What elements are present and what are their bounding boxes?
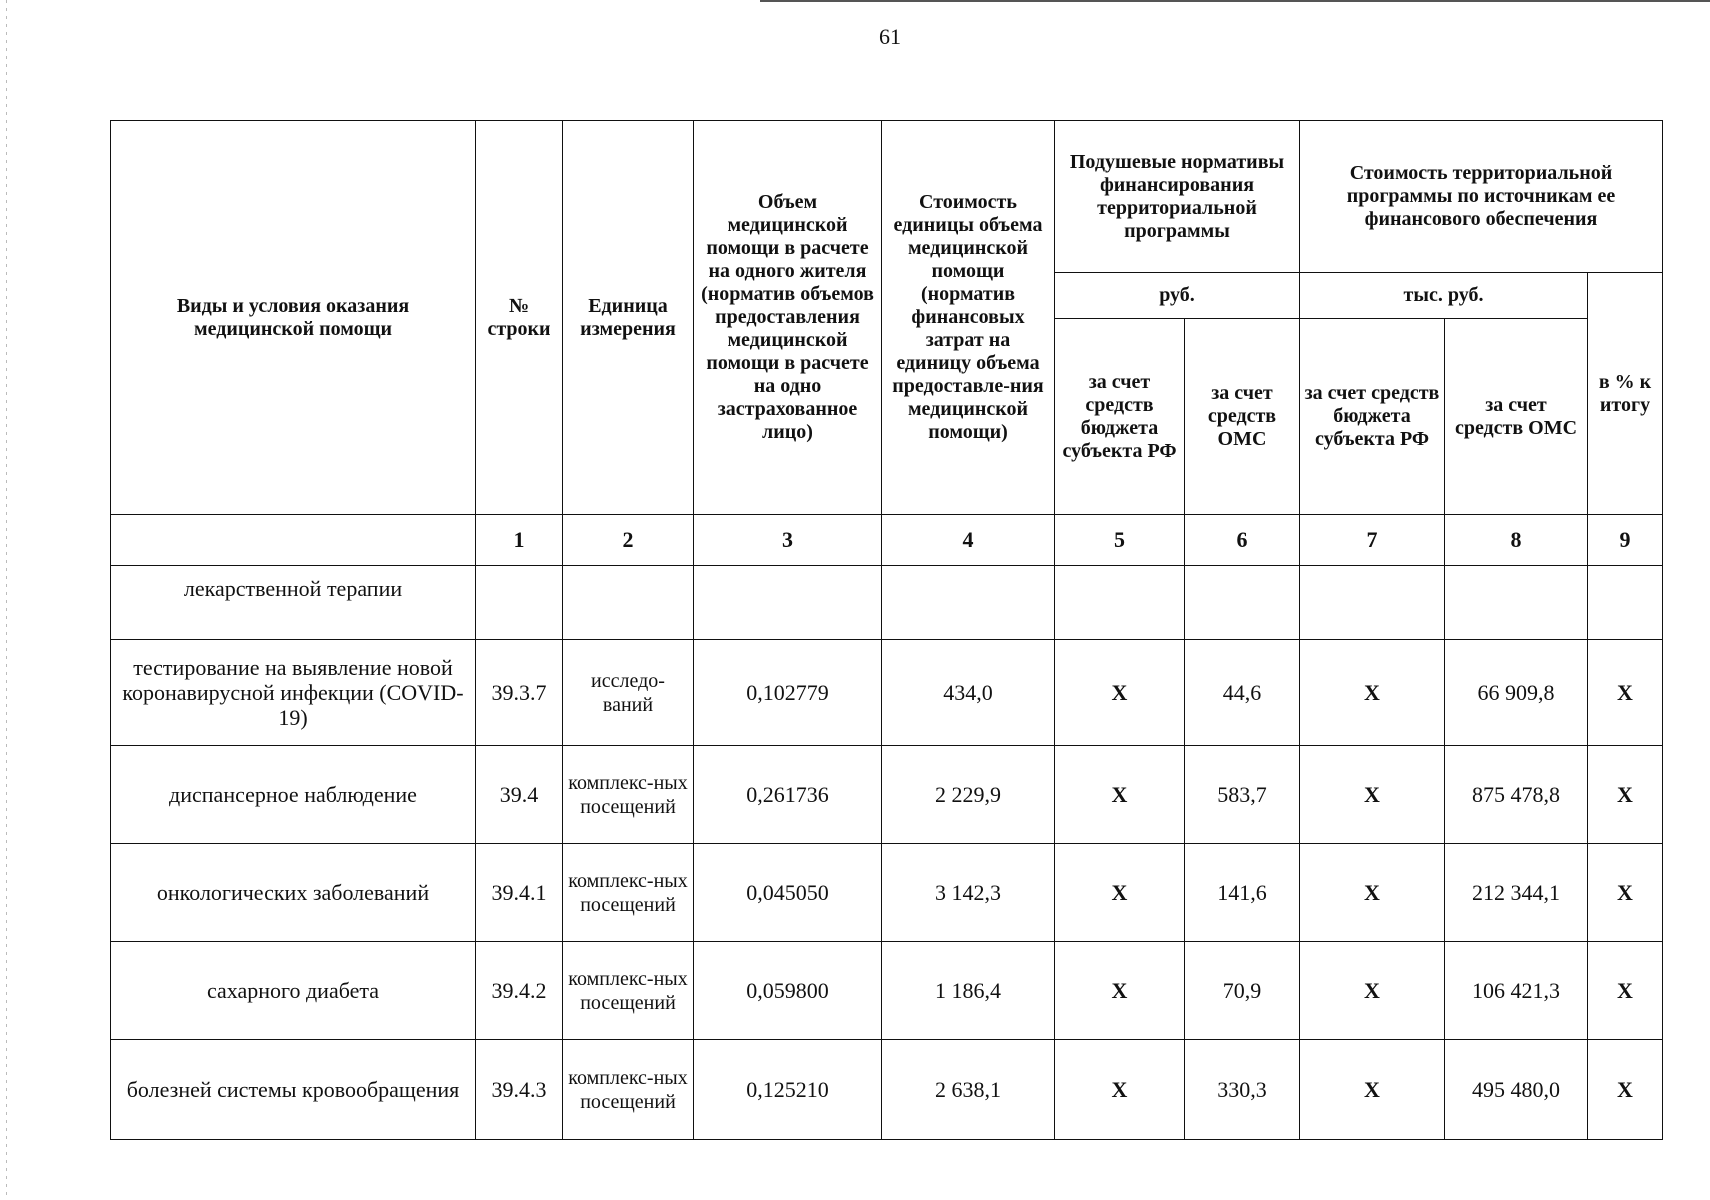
table-row	[111, 1040, 1663, 1140]
row-col6: 141,6	[1185, 844, 1300, 942]
row-col7: X	[1300, 844, 1445, 942]
row-name: сахарного диабета	[111, 942, 476, 1040]
row-col7	[1300, 566, 1445, 640]
row-col5: X	[1055, 640, 1185, 746]
row-volume: 0,125210	[694, 1040, 882, 1140]
row-col9: X	[1588, 640, 1663, 746]
row-unit	[563, 566, 694, 640]
table-row	[111, 746, 1663, 844]
column-number: 3	[694, 515, 882, 566]
row-col8	[1445, 566, 1588, 640]
row-unit: комплекс-ных посещений	[563, 1040, 694, 1140]
row-cost: 3 142,3	[882, 844, 1055, 942]
row-no: 39.4	[476, 746, 563, 844]
row-no: 39.4.2	[476, 942, 563, 1040]
header-program-cost: Стоимость территориальной программы по источникам ее финансового обеспечения	[1300, 121, 1663, 273]
row-cost: 2 638,1	[882, 1040, 1055, 1140]
row-col8: 106 421,3	[1445, 942, 1588, 1040]
column-number-row	[111, 515, 1663, 566]
row-col7: X	[1300, 640, 1445, 746]
row-name: болезней системы кровообращения	[111, 1040, 476, 1140]
row-col7: X	[1300, 1040, 1445, 1140]
header-oms-8: за счет средств ОМС	[1445, 319, 1588, 515]
row-unit: исследо-ваний	[563, 640, 694, 746]
row-volume: 0,102779	[694, 640, 882, 746]
financing-table	[110, 120, 1663, 1140]
header-kind: Виды и условия оказания медицинской помощи	[111, 121, 476, 515]
header-thous-rub: тыс. руб.	[1300, 273, 1588, 319]
row-col8: 212 344,1	[1445, 844, 1588, 942]
row-col6: 583,7	[1185, 746, 1300, 844]
row-name: тестирование на выявление новой коронавирусной инфекции (COVID-19)	[111, 640, 476, 746]
header-cost-unit: Стоимость единицы объема медицинской помощи (норматив финансовых затрат на единицу объема предоставле-ния медицинской помощи)	[882, 121, 1055, 515]
column-number: 1	[476, 515, 563, 566]
row-cost: 434,0	[882, 640, 1055, 746]
row-col5	[1055, 566, 1185, 640]
row-name: онкологических заболеваний	[111, 844, 476, 942]
header-oms: за счет средств ОМС	[1185, 319, 1300, 515]
row-no: 39.4.1	[476, 844, 563, 942]
header-volume: Объем медицинской помощи в расчете на одного жителя (норматив объемов предоставления медицинской помощи в расчете на одно застрахованное лицо)	[694, 121, 882, 515]
header-row-no: № строки	[476, 121, 563, 515]
row-col9: X	[1588, 942, 1663, 1040]
table-row	[111, 640, 1663, 746]
row-col8: 495 480,0	[1445, 1040, 1588, 1140]
row-col9	[1588, 566, 1663, 640]
row-cost	[882, 566, 1055, 640]
row-no	[476, 566, 563, 640]
row-volume: 0,045050	[694, 844, 882, 942]
row-unit: комплекс-ных посещений	[563, 942, 694, 1040]
row-col9: X	[1588, 844, 1663, 942]
row-col8: 875 478,8	[1445, 746, 1588, 844]
header-rub: руб.	[1055, 273, 1300, 319]
row-col6: 70,9	[1185, 942, 1300, 1040]
row-unit: комплекс-ных посещений	[563, 844, 694, 942]
top-rule	[760, 0, 1710, 2]
row-col6	[1185, 566, 1300, 640]
row-col7: X	[1300, 942, 1445, 1040]
row-col6: 44,6	[1185, 640, 1300, 746]
column-number: 5	[1055, 515, 1185, 566]
row-col8: 66 909,8	[1445, 640, 1588, 746]
column-number: 2	[563, 515, 694, 566]
row-col5: X	[1055, 844, 1185, 942]
row-name: диспансерное наблюдение	[111, 746, 476, 844]
column-number: 6	[1185, 515, 1300, 566]
table-row	[111, 942, 1663, 1040]
column-number: 8	[1445, 515, 1588, 566]
row-col6: 330,3	[1185, 1040, 1300, 1140]
row-cost: 2 229,9	[882, 746, 1055, 844]
scan-edge	[6, 0, 7, 1200]
row-no: 39.4.3	[476, 1040, 563, 1140]
row-no: 39.3.7	[476, 640, 563, 746]
table-row	[111, 844, 1663, 942]
row-unit: комплекс-ных посещений	[563, 746, 694, 844]
row-col5: X	[1055, 746, 1185, 844]
table-row	[111, 566, 1663, 640]
page-number: 61	[879, 24, 901, 49]
row-col7: X	[1300, 746, 1445, 844]
row-cost: 1 186,4	[882, 942, 1055, 1040]
row-volume: 0,261736	[694, 746, 882, 844]
column-number	[111, 515, 476, 566]
row-col9: X	[1588, 1040, 1663, 1140]
row-col5: X	[1055, 942, 1185, 1040]
header-percent-total: в % к итогу	[1588, 273, 1663, 515]
header-budget-rf: за счет средств бюджета субъекта РФ	[1055, 319, 1185, 515]
column-number: 7	[1300, 515, 1445, 566]
column-number: 9	[1588, 515, 1663, 566]
column-number: 4	[882, 515, 1055, 566]
header-per-capita: Подушевые нормативы финансирования территориальной программы	[1055, 121, 1300, 273]
row-col9: X	[1588, 746, 1663, 844]
row-col5: X	[1055, 1040, 1185, 1140]
row-volume	[694, 566, 882, 640]
row-volume: 0,059800	[694, 942, 882, 1040]
header-unit: Единица измерения	[563, 121, 694, 515]
header-budget-rf-7: за счет средств бюджета субъекта РФ	[1300, 319, 1445, 515]
row-name: лекарственной терапии	[111, 566, 476, 640]
